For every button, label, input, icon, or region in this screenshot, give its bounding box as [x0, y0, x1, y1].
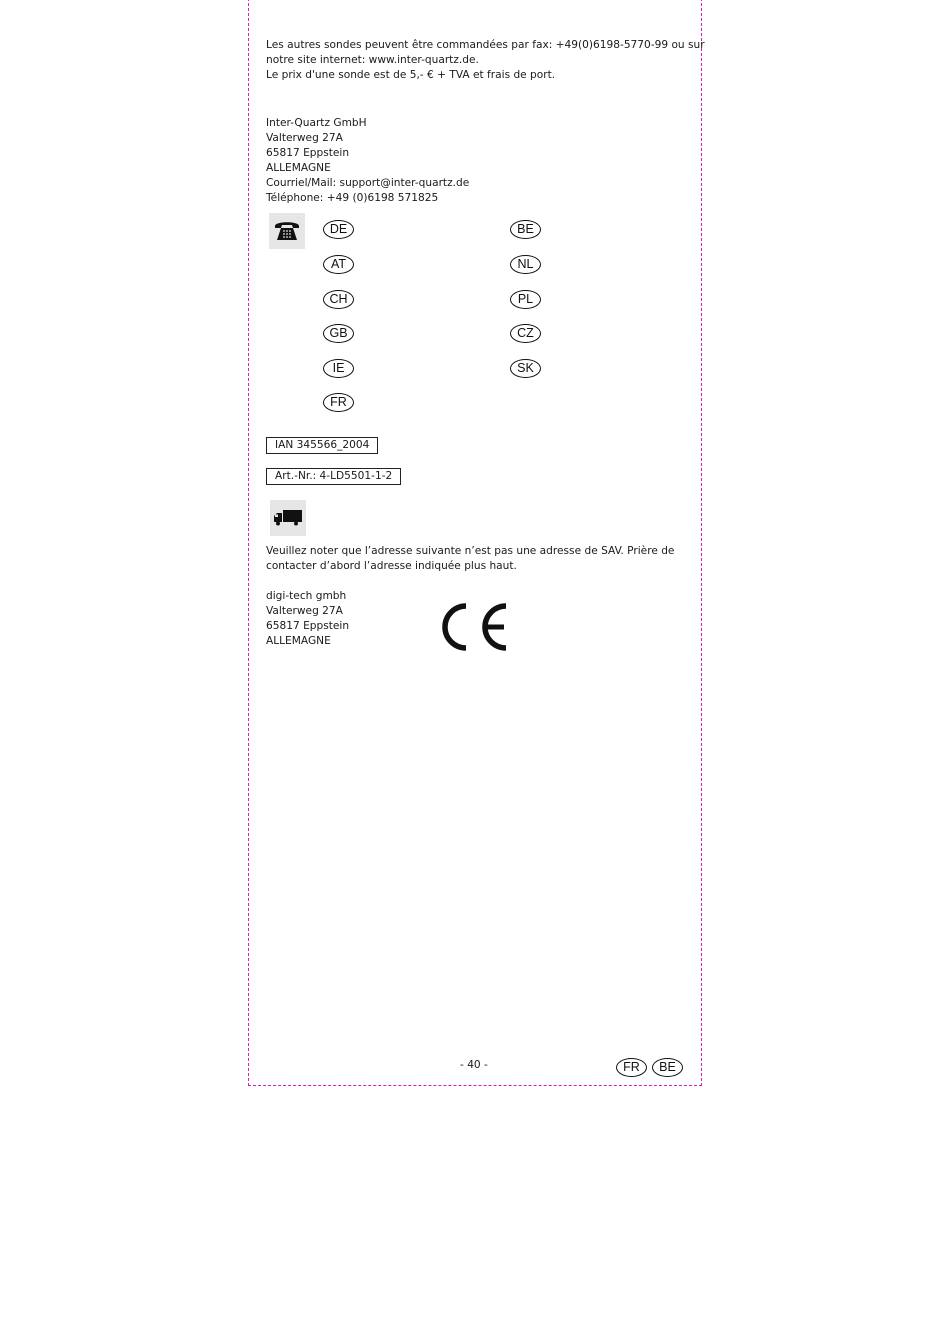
intro-line-3: Le prix d'une sonde est de 5,- € + TVA et frais de port. [266, 69, 556, 81]
service-address-line: Inter-Quartz GmbH [266, 117, 367, 129]
country-badge: CH [323, 290, 354, 309]
manufacturer-address-line: 65817 Eppstein [266, 620, 350, 632]
service-address-line: 65817 Eppstein [266, 147, 350, 159]
manufacturer-address-line: Valterweg 27A [266, 605, 343, 617]
country-badge: PL [510, 290, 541, 309]
country-badge: NL [510, 255, 541, 274]
country-badge: GB [323, 324, 354, 343]
country-badge: DE [323, 220, 354, 239]
service-address-line: ALLEMAGNE [266, 162, 331, 174]
service-address-line: Valterweg 27A [266, 132, 343, 144]
ian-number: IAN 345566_2004 [266, 437, 378, 454]
country-badge: SK [510, 359, 541, 378]
notice-line-2: contacter d’abord l’adresse indiquée plus haut. [266, 560, 517, 572]
footer-lang-badge: FR [616, 1058, 647, 1077]
country-badge: CZ [510, 324, 541, 343]
country-badge: AT [323, 255, 354, 274]
page-number: - 40 - [460, 1059, 488, 1071]
notice-line-1: Veuillez noter que l’adresse suivante n’est pas une adresse de SAV. Prière de [266, 545, 675, 557]
telephone-icon [269, 213, 305, 249]
manufacturer-address-line: ALLEMAGNE [266, 635, 331, 647]
country-badge: IE [323, 359, 354, 378]
intro-line-1: Les autres sondes peuvent être commandées par fax: +49(0)6198-5770-99 ou sur [266, 39, 705, 51]
article-number: Art.-Nr.: 4-LD5501-1-2 [266, 468, 401, 485]
ce-mark-icon [442, 603, 510, 655]
truck-icon [270, 500, 306, 536]
service-phone: Téléphone: +49 (0)6198 571825 [266, 192, 439, 204]
manufacturer-address-line: digi-tech gmbh [266, 590, 347, 602]
service-email: Courriel/Mail: support@inter-quartz.de [266, 177, 470, 189]
country-badge: FR [323, 393, 354, 412]
country-badge: BE [510, 220, 541, 239]
footer-lang-badge: BE [652, 1058, 683, 1077]
intro-line-2: notre site internet: www.inter-quartz.de. [266, 54, 479, 66]
